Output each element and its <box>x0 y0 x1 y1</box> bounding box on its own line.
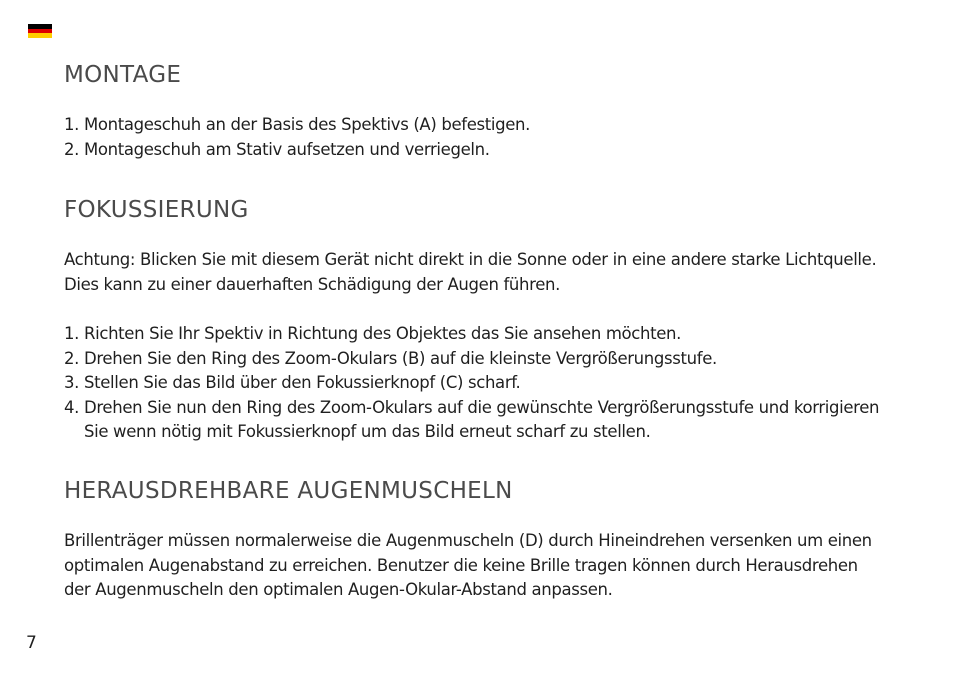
list-item <box>64 113 884 138</box>
step-text: Drehen Sie den Ring des Zoom-Okulars (B) auf die kleinste Vergrößerungsstufe. <box>84 348 717 368</box>
step-number: 1. <box>64 323 80 343</box>
list-item <box>64 347 884 372</box>
step-number: 4. <box>64 397 80 417</box>
fokussierung-steps <box>64 322 884 445</box>
montage-steps <box>64 113 884 162</box>
page-content <box>64 59 884 603</box>
section-title-montage: MONTAGE <box>64 62 182 88</box>
step-text: Richten Sie Ihr Spektiv in Richtung des Objektes das Sie ansehen möchten. <box>84 323 682 343</box>
step-number: 2. <box>64 348 80 368</box>
augenmuscheln-text: Brillenträger müssen normalerweise die Augenmuscheln (D) durch Hineindrehen versenken um einen optimalen Augenabstand zu erreichen. Benutzer die keine Brille tragen können durch Herausdrehen der Augenmuscheln den optimalen Augen-Okular-Abstand anpassen. <box>64 530 872 600</box>
step-text: Montageschuh an der Basis des Spektivs (A) befestigen. <box>84 115 531 134</box>
list-item <box>64 138 884 163</box>
list-item <box>64 396 884 445</box>
list-item <box>64 371 884 396</box>
warning-text: Achtung: Blicken Sie mit diesem Gerät nicht direkt in die Sonne oder in eine andere starke Lichtquelle. Dies kann zu einer dauerhaften Schädigung der Augen führen. <box>64 250 877 294</box>
step-number: 3. <box>64 373 80 393</box>
step-text: Drehen Sie nun den Ring des Zoom-Okulars auf die gewünschte Vergrößerungsstufe und korrigieren Sie wenn nötig mit Fokussierknopf um das Bild erneut scharf zu stellen. <box>84 397 880 442</box>
section-title-fokussierung: FOKUSSIERUNG <box>64 197 249 224</box>
step-text: Stellen Sie das Bild über den Fokussierknopf (C) scharf. <box>84 373 521 393</box>
flag-stripe-gold <box>28 33 52 38</box>
list-item <box>64 322 884 347</box>
step-number: 2. <box>64 139 80 159</box>
spacer <box>64 297 884 322</box>
step-text: Montageschuh am Stativ aufsetzen und verriegeln. <box>84 139 490 159</box>
step-number: 1. <box>64 115 80 134</box>
german-flag-icon <box>28 24 52 38</box>
section-title-augenmuscheln: HERAUSDREHBARE AUGENMUSCHELN <box>64 477 513 504</box>
page-number: 7 <box>26 633 37 653</box>
